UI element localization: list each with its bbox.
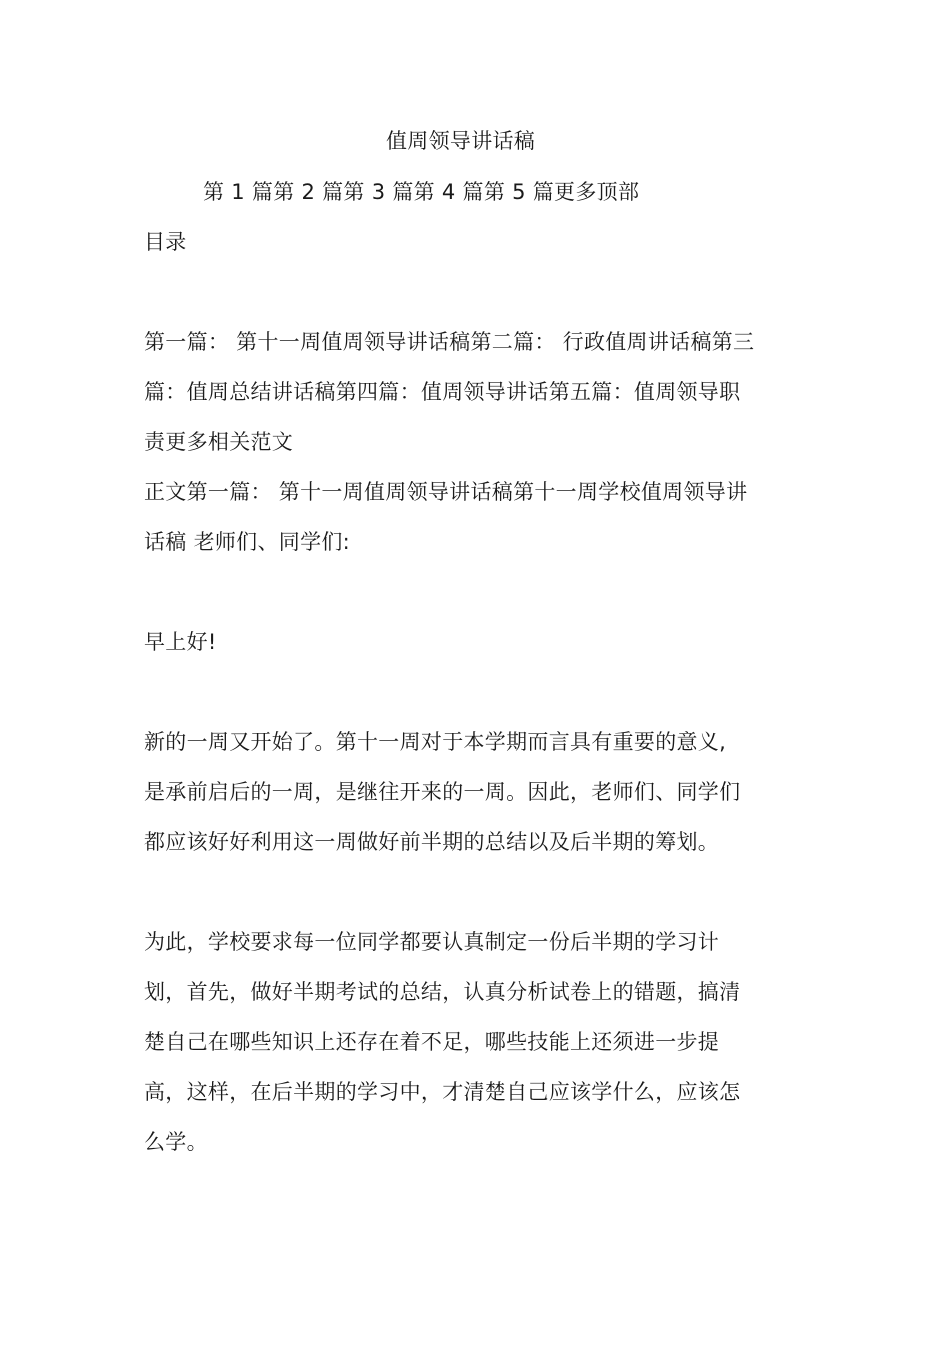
document-title: 值周领导讲话稿 — [386, 129, 536, 153]
greeting-line: 早上好! — [144, 630, 217, 654]
paragraph-line: 是承前启后的一周，是继往开来的一周。因此，老师们、同学们 — [144, 780, 741, 804]
paragraph-line: 都应该好好利用这一周做好前半期的总结以及后半期的筹划。 — [144, 830, 720, 854]
chapter-navigation[interactable]: 第 1 篇第 2 篇第 3 篇第 4 篇第 5 篇更多顶部 — [203, 180, 640, 204]
toc-line[interactable]: 第一篇： 第十一周值周领导讲话稿第二篇： 行政值周讲话稿第三 — [144, 330, 755, 354]
toc-line[interactable]: 篇：值周总结讲话稿第四篇：值周领导讲话第五篇：值周领导职 — [144, 380, 741, 404]
body-heading-line: 话稿 老师们、同学们: — [144, 530, 351, 554]
paragraph-line: 么学。 — [144, 1130, 208, 1154]
paragraph-line: 高，这样，在后半期的学习中，才清楚自己应该学什么，应该怎 — [144, 1080, 741, 1104]
body-heading-line: 正文第一篇： 第十一周值周领导讲话稿第十一周学校值周领导讲 — [144, 480, 748, 504]
paragraph-line: 划，首先，做好半期考试的总结，认真分析试卷上的错题，搞清 — [144, 980, 741, 1004]
paragraph-line: 为此，学校要求每一位同学都要认真制定一份后半期的学习计 — [144, 930, 720, 954]
toc-line[interactable]: 责更多相关范文 — [144, 430, 294, 454]
paragraph-line: 新的一周又开始了。第十一周对于本学期而言具有重要的意义, — [144, 730, 727, 754]
paragraph-line: 楚自己在哪些知识上还存在着不足，哪些技能上还须进一步提 — [144, 1030, 720, 1054]
toc-heading: 目录 — [144, 230, 187, 254]
